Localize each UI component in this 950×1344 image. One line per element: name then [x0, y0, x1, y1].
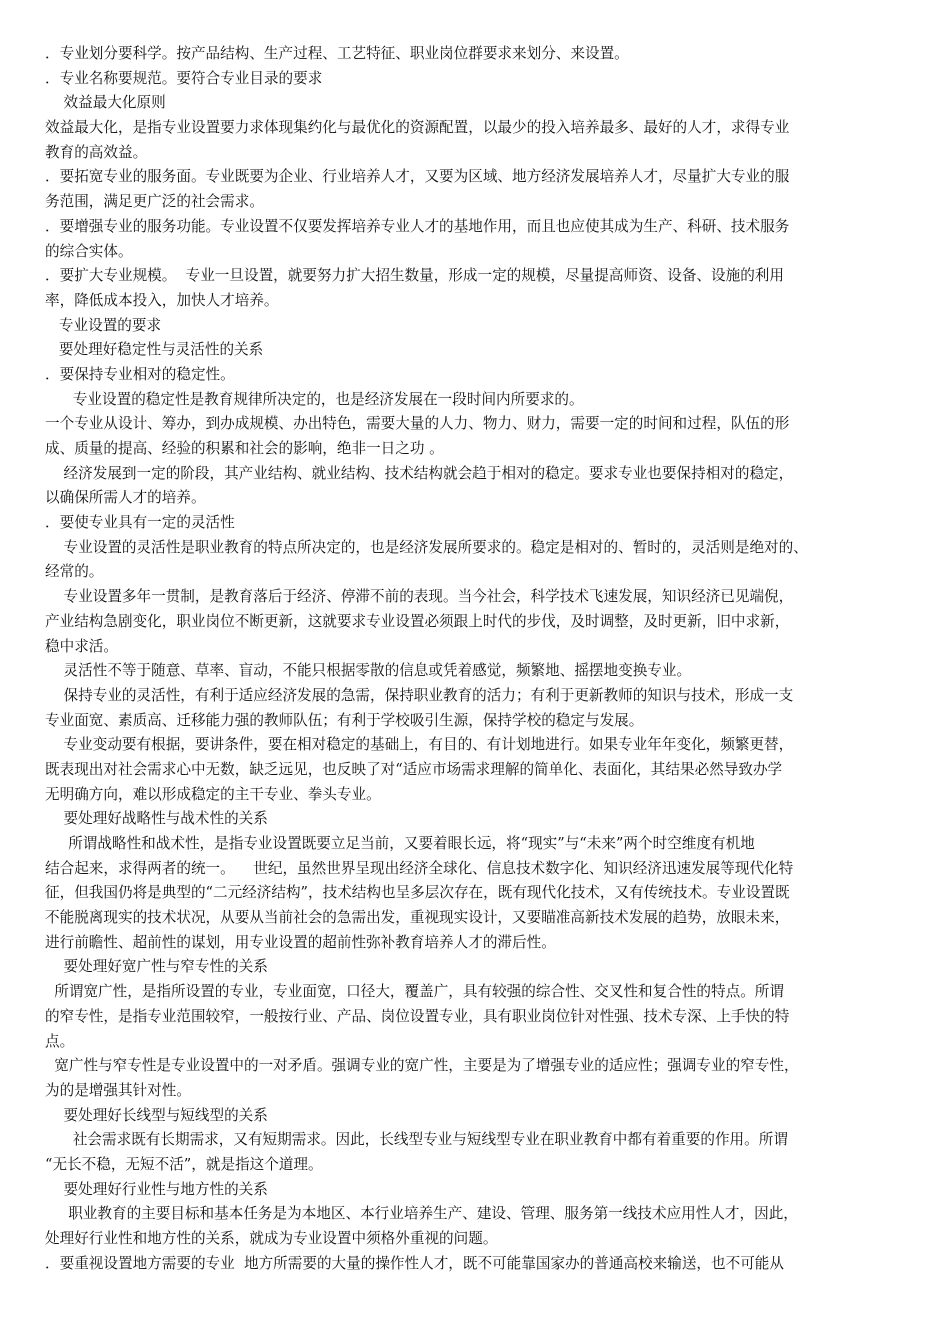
text-line: 所谓宽广性，是指所设置的专业，专业面宽，口径大，覆盖广，具有较强的综合性、交叉性和复合性的特点。所谓	[45, 983, 784, 1001]
text-line: 处理好行业性和地方性的关系，就成为专业设置中须格外重视的问题。	[45, 1230, 498, 1247]
text-line: ．要保持专业相对的稳定性。	[45, 365, 235, 383]
text-line: 一个专业从设计、筹办，到办成规模、办出特色，需要大量的人力、物力、财力，需要一定的时间和过程，队伍的形	[45, 415, 790, 433]
text-line: 灵活性不等于随意、草率、盲动，不能只根据零散的信息或凭着感觉，频繁地、摇摆地变换专业。	[45, 662, 692, 680]
text-line: 务范围，满足更广泛的社会需求。	[45, 193, 264, 211]
text-line: 的综合实体。	[45, 242, 133, 260]
text-line: 专业设置的灵活性是职业教育的特点所决定的，也是经济发展所要求的。稳定是相对的、暂时的，灵活则是绝对的、	[45, 538, 808, 556]
text-line: 宽广性与窄专性是专业设置中的一对矛盾。强调专业的宽广性，主要是为了增强专业的适应性；强调专业的窄专性，	[45, 1057, 799, 1075]
text-line: 既表现出对社会需求心中无数，缺乏远见，也反映了对“适应市场需求理解的简单化、表面化，其结果必然导致办学	[45, 760, 783, 778]
document-body	[45, 42, 907, 1276]
text-line: 的窄专性，是指专业范围较窄，一般按行业、产品、岗位设置专业，具有职业岗位针对性强、技术专深、上手快的特	[45, 1007, 790, 1025]
text-line: 要处理好稳定性与灵活性的关系	[45, 341, 264, 359]
text-line: 结合起来，求得两者的统一。 世纪，虽然世界呈现出经济全球化、信息技术数字化、知识经济迅速发展等现代化特	[45, 859, 794, 877]
text-line: 为的是增强其针对性。	[45, 1081, 191, 1099]
text-line: 保持专业的灵活性，有利于适应经济发展的急需，保持职业教育的活力；有利于更新教师的知识与技术，形成一支	[45, 686, 794, 704]
text-line: ．专业名称要规范。要符合专业目录的要求	[45, 69, 323, 87]
text-line: 征，但我国仍将是典型的“二元经济结构”，技术结构也呈多层次存在，既有现代化技术，又有传统技术。专业设置既	[45, 884, 790, 902]
text-line: 稳中求活。	[45, 637, 118, 655]
text-line: ．要拓宽专业的服务面。专业既要为企业、行业培养人才，又要为区域、地方经济发展培养人才，尽量扩大专业的服	[45, 168, 790, 186]
text-line: 效益最大化，是指专业设置要力求体现集约化与最优化的资源配置，以最少的投入培养最多、最好的人才，求得专业	[45, 119, 790, 137]
text-line: 专业设置的稳定性是教育规律所决定的，也是经济发展在一段时间内所要求的。	[45, 390, 584, 408]
text-line: 要处理好战略性与战术性的关系	[45, 810, 268, 828]
text-line: 教育的高效益。	[45, 143, 148, 161]
text-line: 点。	[45, 1032, 75, 1050]
text-line: ．要增强专业的服务功能。专业设置不仅要发挥培养专业人才的基地作用，而且也应使其成为生产、科研、技术服务	[45, 217, 790, 235]
text-line: 不能脱离现实的技术状况，从要从当前社会的急需出发，重视现实设计，又要瞄准高新技术发展的趋势，放眼未来，	[45, 909, 790, 927]
text-line: 专业面宽、素质高、迁移能力强的教师队伍；有利于学校吸引生源，保持学校的稳定与发展。	[45, 711, 644, 729]
text-line: 无明确方向，难以形成稳定的主干专业、拳头专业。	[45, 785, 381, 803]
text-line: 经济发展到一定的阶段，其产业结构、就业结构、技术结构就会趋于相对的稳定。要求专业也要保持相对的稳定，	[45, 464, 794, 482]
text-line: 要处理好长线型与短线型的关系	[45, 1106, 268, 1124]
text-line: 成、质量的提高、经验的积累和社会的影响，绝非一日之功 。	[45, 440, 444, 457]
text-line: 产业结构急剧变化，职业岗位不断更新，这就要求专业设置必须跟上时代的步伐，及时调整，及时更新，旧中求新，	[45, 612, 790, 630]
text-line: 专业变动要有根据，要讲条件，要在相对稳定的基础上，有目的、有计划地进行。如果专业年年变化，频繁更替，	[45, 736, 794, 754]
text-line: 经常的。	[45, 563, 104, 581]
text-line: ．专业划分要科学。按产品结构、生产过程、工艺特征、职业岗位群要求来划分、来设置。	[45, 45, 629, 62]
text-line: 社会需求既有长期需求，又有短期需求。因此，长线型专业与短线型专业在职业教育中都有着重要的作用。所谓	[45, 1131, 788, 1149]
text-line: 要处理好宽广性与窄专性的关系	[45, 958, 268, 976]
text-line: 率，降低成本投入，加快人才培养。	[45, 291, 279, 309]
text-line: 以确保所需人才的培养。	[45, 489, 206, 507]
text-line: 要处理好行业性与地方性的关系	[45, 1180, 268, 1198]
text-line: ．要使专业具有一定的灵活性	[45, 514, 235, 532]
text-line: 进行前瞻性、超前性的谋划，用专业设置的超前性弥补教育培养人才的滞后性。	[45, 933, 556, 951]
text-line: ．要重视设置地方需要的专业 地方所需要的大量的操作性人才，既不可能靠国家办的普通高校来输送，也不可能从	[45, 1254, 784, 1272]
text-line: 职业教育的主要目标和基本任务是为本地区、本行业培养生产、建设、管理、服务第一线技术应用性人才，因此，	[45, 1205, 798, 1223]
text-line: 专业设置多年一贯制，是教育落后于经济、停滞不前的表现。当今社会，科学技术飞速发展，知识经济已见端倪，	[45, 588, 794, 606]
text-line: 效益最大化原则	[45, 94, 166, 112]
text-line: 所谓战略性和战术性，是指专业设置既要立足当前，又要着眼长远，将“现实”与“未来”两个时空维度有机地	[45, 835, 755, 852]
text-line: “无长不稳，无短不活”，就是指这个道理。	[45, 1155, 323, 1173]
text-line: 专业设置的要求	[45, 316, 162, 334]
text-line: ．要扩大专业规模。 专业一旦设置，就要努力扩大招生数量，形成一定的规模，尽量提高师资、设备、设施的利用	[45, 267, 784, 285]
